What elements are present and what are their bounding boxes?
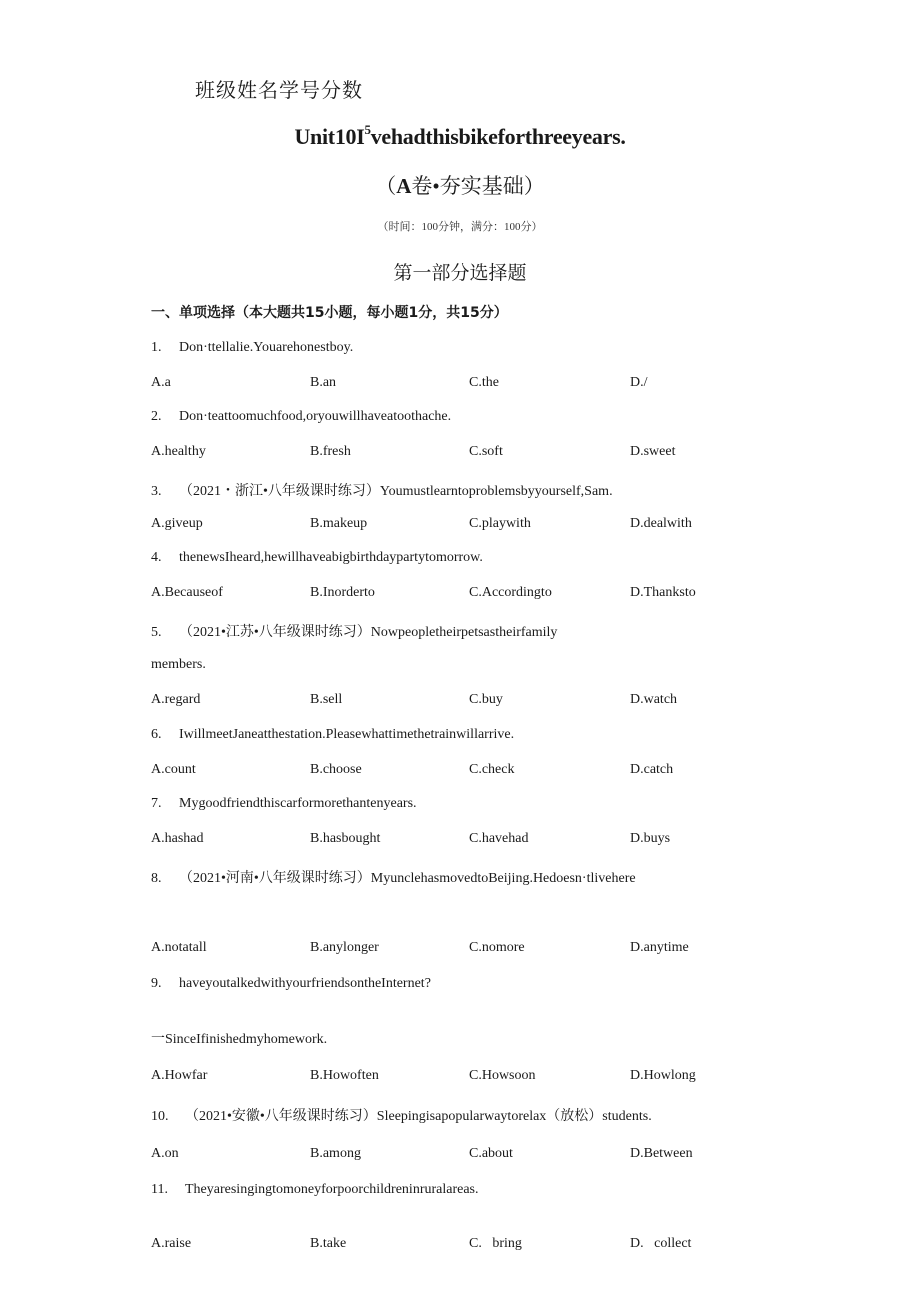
option-a: A.healthy — [151, 444, 206, 459]
option-d: D.Howlong — [630, 1068, 696, 1083]
option-b: B.anylonger — [310, 940, 379, 955]
question-text: Theyaresingingtomoneyforpoorchildreninruralareas. — [185, 1182, 479, 1197]
option-a: A.Howfar — [151, 1068, 208, 1083]
option-c: C.the — [469, 375, 499, 390]
unit-title-main: Unit10I — [294, 124, 365, 149]
question-text: Don·teattoomuchfood,oryouwillhaveatoothache. — [179, 409, 452, 424]
unit-title-sup: 5 — [364, 122, 371, 137]
option-b: B.hasbought — [310, 831, 381, 846]
option-d: D. collect — [630, 1236, 692, 1251]
question-number: 6. — [151, 727, 162, 742]
question-8 — [151, 867, 636, 887]
option-a: A.notatall — [151, 940, 207, 955]
option-a: A.on — [151, 1146, 179, 1161]
option-d: D.dealwith — [630, 516, 692, 531]
subtitle-rest: 卷•夯实基础） — [411, 174, 545, 198]
question-10 — [151, 1105, 652, 1125]
option-b: B.Inorderto — [310, 585, 375, 600]
question-number: 9. — [151, 976, 162, 991]
question-3 — [151, 480, 613, 500]
section-title: 一、单项选择（本大题共15小题，每小题1分，共15分） — [151, 305, 508, 321]
option-b: B.choose — [310, 762, 362, 777]
question-6 — [151, 727, 514, 743]
question-text: （2021•安徽•八年级课时练习）Sleepingisapopularwaytorelax（放松）students. — [185, 1109, 652, 1124]
question-number: 8. — [151, 871, 162, 886]
option-b: B.sell — [310, 692, 343, 707]
option-a: A.hashad — [151, 831, 204, 846]
question-number: 2. — [151, 409, 162, 424]
option-b: B.among — [310, 1146, 361, 1161]
option-d: D.watch — [630, 692, 678, 707]
option-a: A.giveup — [151, 516, 203, 531]
unit-title — [0, 124, 920, 150]
option-d: D.Thanksto — [630, 585, 696, 600]
question-text: （2021•河南•八年级课时练习）MyunclehasmovedtoBeijing.Hedoesn·tlivehere — [179, 871, 636, 886]
question-number: 11. — [151, 1182, 168, 1197]
option-c: C.soft — [469, 444, 503, 459]
question-number: 10. — [151, 1109, 169, 1124]
question-4 — [151, 550, 483, 566]
question-text: Mygoodfriendthiscarformorethantenyears. — [179, 796, 417, 811]
question-11 — [151, 1182, 479, 1198]
option-c: C.Accordingto — [469, 585, 552, 600]
option-c: C.buy — [469, 692, 503, 707]
option-b: B.Howoften — [310, 1068, 379, 1083]
option-a: A.regard — [151, 692, 201, 707]
class-name-id-score-line: 班级姓名学号分数 — [195, 80, 363, 102]
question-9-answer-line: 一SinceIfinishedmyhomework. — [151, 1032, 328, 1047]
option-c: C.playwith — [469, 516, 531, 531]
option-c: C. bring — [469, 1236, 522, 1251]
question-7 — [151, 796, 417, 812]
subtitle-open: （ — [375, 174, 397, 198]
option-c: C.nomore — [469, 940, 525, 955]
question-number: 7. — [151, 796, 162, 811]
unit-title-rest: vehadthisbikeforthreeyears. — [370, 124, 626, 149]
option-d: D.Between — [630, 1146, 693, 1161]
option-b: B.take — [310, 1236, 347, 1251]
option-c: C.about — [469, 1146, 513, 1161]
option-d: D./ — [630, 375, 648, 390]
question-2 — [151, 409, 451, 425]
option-b: B.an — [310, 375, 337, 390]
option-d: D.buys — [630, 831, 671, 846]
option-d: D.sweet — [630, 444, 676, 459]
paper-subtitle — [0, 170, 920, 200]
question-number: 3. — [151, 484, 162, 499]
option-b: B.fresh — [310, 444, 351, 459]
time-note: （时间：100分钟，满分：100分） — [377, 221, 543, 233]
question-text: （2021・浙江•八年级课时练习）Youmustlearntoproblemsbyyourself,Sam. — [179, 484, 613, 499]
question-5 — [151, 621, 557, 641]
question-number: 4. — [151, 550, 162, 565]
question-9 — [151, 976, 431, 992]
question-text: IwillmeetJaneatthestation.Pleasewhattimethetrainwillarrive. — [179, 727, 515, 742]
option-c: C.Howsoon — [469, 1068, 536, 1083]
question-5-continuation: members. — [151, 657, 206, 672]
question-1 — [151, 340, 353, 356]
question-text: （2021•江苏•八年级课时练习）Nowpeopletheirpetsastheirfamily — [179, 625, 558, 640]
option-a: A.count — [151, 762, 196, 777]
option-a: A.Becauseof — [151, 585, 223, 600]
question-text: haveyoutalkedwithyourfriendsontheInternet? — [179, 976, 431, 991]
option-d: D.anytime — [630, 940, 689, 955]
subtitle-bold: A — [396, 174, 412, 198]
question-text: thenewsIheard,hewillhaveabigbirthdaypartytomorrow. — [179, 550, 483, 565]
option-d: D.catch — [630, 762, 674, 777]
question-text: Don·ttellalie.Youarehonestboy. — [179, 340, 354, 355]
option-c: C.havehad — [469, 831, 529, 846]
option-c: C.check — [469, 762, 515, 777]
part-title: 第一部分选择题 — [393, 263, 527, 284]
option-b: B.makeup — [310, 516, 368, 531]
question-number: 5. — [151, 625, 162, 640]
option-a: A.raise — [151, 1236, 192, 1251]
option-a: A.a — [151, 375, 171, 390]
question-number: 1. — [151, 340, 162, 355]
